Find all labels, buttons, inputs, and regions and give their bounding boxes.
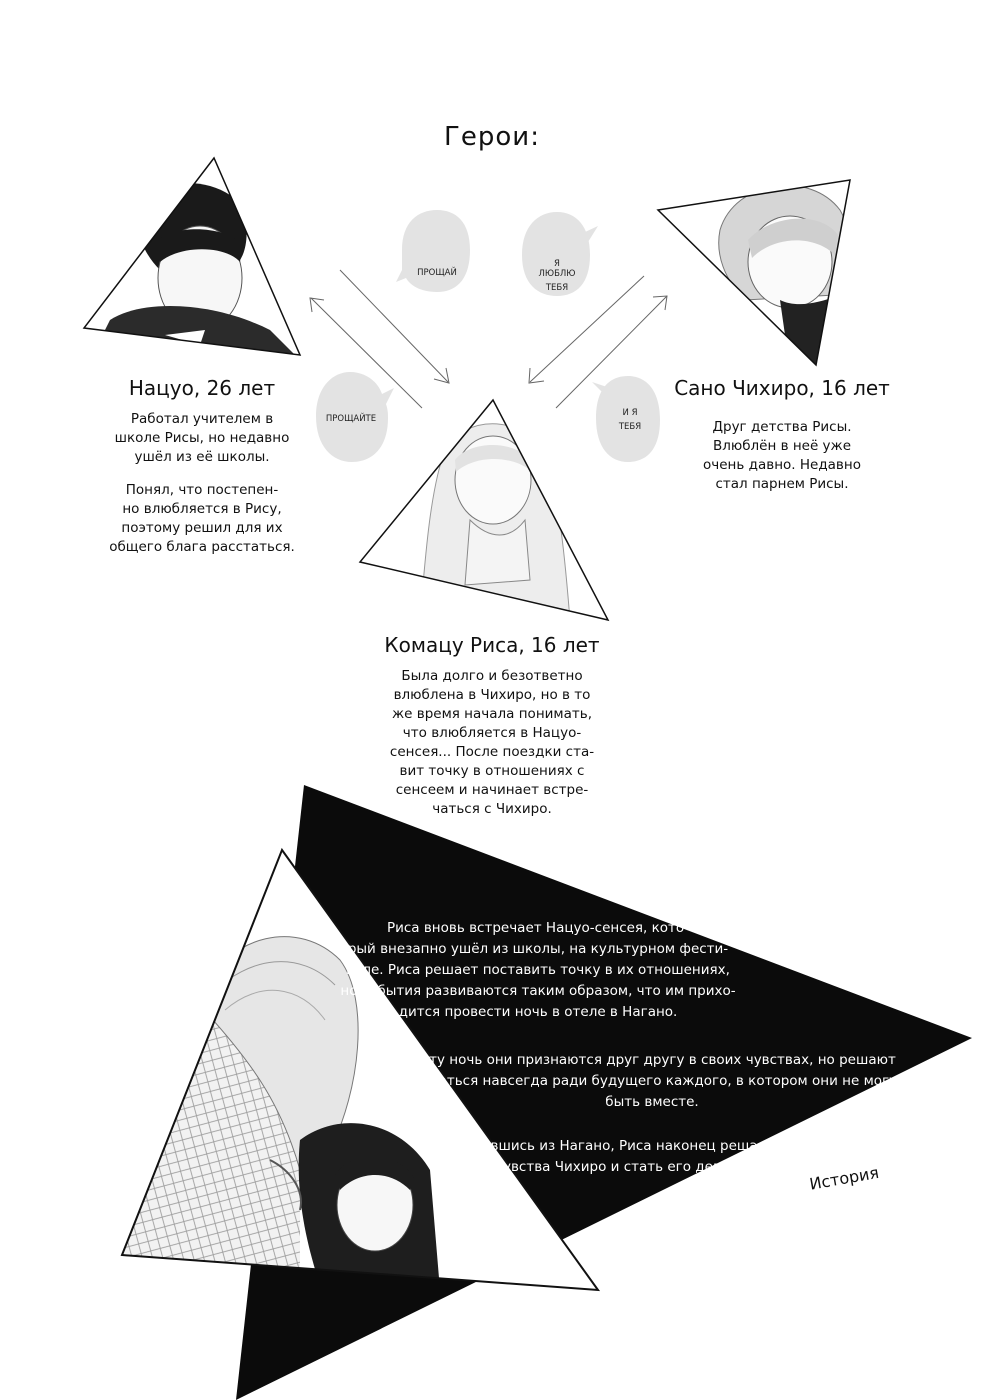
story-line: расстаться навсегда ради будущего каждого, в котором они не могут (399, 1073, 905, 1089)
chihiro-desc-line: стал парнем Рисы. (715, 476, 849, 492)
story-paragraph-2 (392, 1050, 912, 1113)
natsuo-desc2-line: но влюбляется в Рису, (122, 501, 282, 517)
speech-bubble-me-too (592, 376, 660, 462)
page-title: Герои: (444, 122, 540, 152)
natsuo-desc2-line: Понял, что постепен- (125, 482, 279, 498)
chihiro-desc-line: Влюблён в неё уже (712, 438, 852, 454)
risa-description (372, 667, 612, 819)
story-paragraph-3 (440, 1136, 860, 1178)
story-line: чувства Чихиро и стать его девушкой, но... (495, 1159, 805, 1175)
natsuo-description-2 (102, 481, 302, 557)
risa-desc-line: влюблена в Чихиро, но в то (393, 687, 591, 703)
bubble-text-goodbye-formal: ПРОЩАЙТЕ (325, 414, 377, 424)
risa-desc-line: что влюбляется в Нацуо- (402, 725, 582, 741)
speech-bubble-goodbye (396, 210, 470, 292)
bubble-text-goodbye: ПРОЩАЙ (417, 268, 457, 278)
risa-desc-line: Была долго и безответно (401, 668, 583, 684)
story-line: дится провести ночь в отеле в Нагано. (398, 1004, 678, 1020)
natsuo-desc1-line: школе Рисы, но недавно (114, 430, 290, 446)
story-line: рый внезапно ушёл из школы, на культурном фести- (347, 941, 729, 957)
chihiro-portrait (658, 180, 850, 370)
bubble-text-you: ТЕБЯ (545, 283, 569, 293)
story-label: История (808, 1162, 881, 1194)
speech-bubble-goodbye-formal (316, 372, 394, 462)
risa-desc-line: чаться с Чихиро. (432, 801, 552, 817)
natsuo-desc2-line: общего блага расстаться. (109, 539, 295, 555)
risa-desc-line: вит точку в отношениях с (399, 763, 585, 779)
chihiro-name: Сано Чихиро, 16 лет (674, 376, 890, 400)
story-paragraph-1 (328, 918, 748, 1023)
bubble-text-love: ЛЮБЛЮ (538, 269, 576, 279)
story-line: Вернувшись из Нагано, Риса наконец решается принять (447, 1138, 853, 1154)
risa-portrait (360, 400, 608, 620)
natsuo-name: Нацуо, 26 лет (128, 376, 276, 400)
natsuo-desc1-line: ушёл из её школы. (134, 449, 270, 465)
risa-desc-line: же время начала понимать, (392, 706, 592, 722)
chihiro-desc-line: Друг детства Рисы. (712, 419, 852, 435)
story-line: быть вместе. (605, 1094, 699, 1110)
story-line: В эту ночь они признаются друг другу в своих чувствах, но решают (408, 1052, 896, 1068)
natsuo-desc1-line: Работал учителем в (130, 411, 274, 427)
natsuo-portrait (84, 158, 300, 360)
risa-desc-line: сенсея... После поездки ста- (389, 744, 595, 760)
speech-bubble-i-love-you (522, 212, 598, 296)
natsuo-description-1 (102, 410, 302, 467)
story-line: Риса вновь встречает Нацуо-сенсея, кото- (386, 920, 690, 936)
story-line: вале. Риса решает поставить точку в их отношениях, (346, 962, 730, 978)
bubble-text-i: Я (554, 259, 560, 269)
bubble-text-and-i: И Я (622, 408, 638, 418)
story-line: но события развиваются таким образом, что им прихо- (340, 983, 736, 999)
natsuo-desc2-line: поэтому решил для их (121, 520, 283, 536)
chihiro-desc-line: очень давно. Недавно (703, 457, 861, 473)
risa-name: Комацу Риса, 16 лет (384, 633, 600, 657)
bubble-text-you-2: ТЕБЯ (618, 422, 642, 432)
chihiro-description (682, 418, 882, 494)
risa-desc-line: сенсеем и начинает встре- (395, 782, 589, 798)
